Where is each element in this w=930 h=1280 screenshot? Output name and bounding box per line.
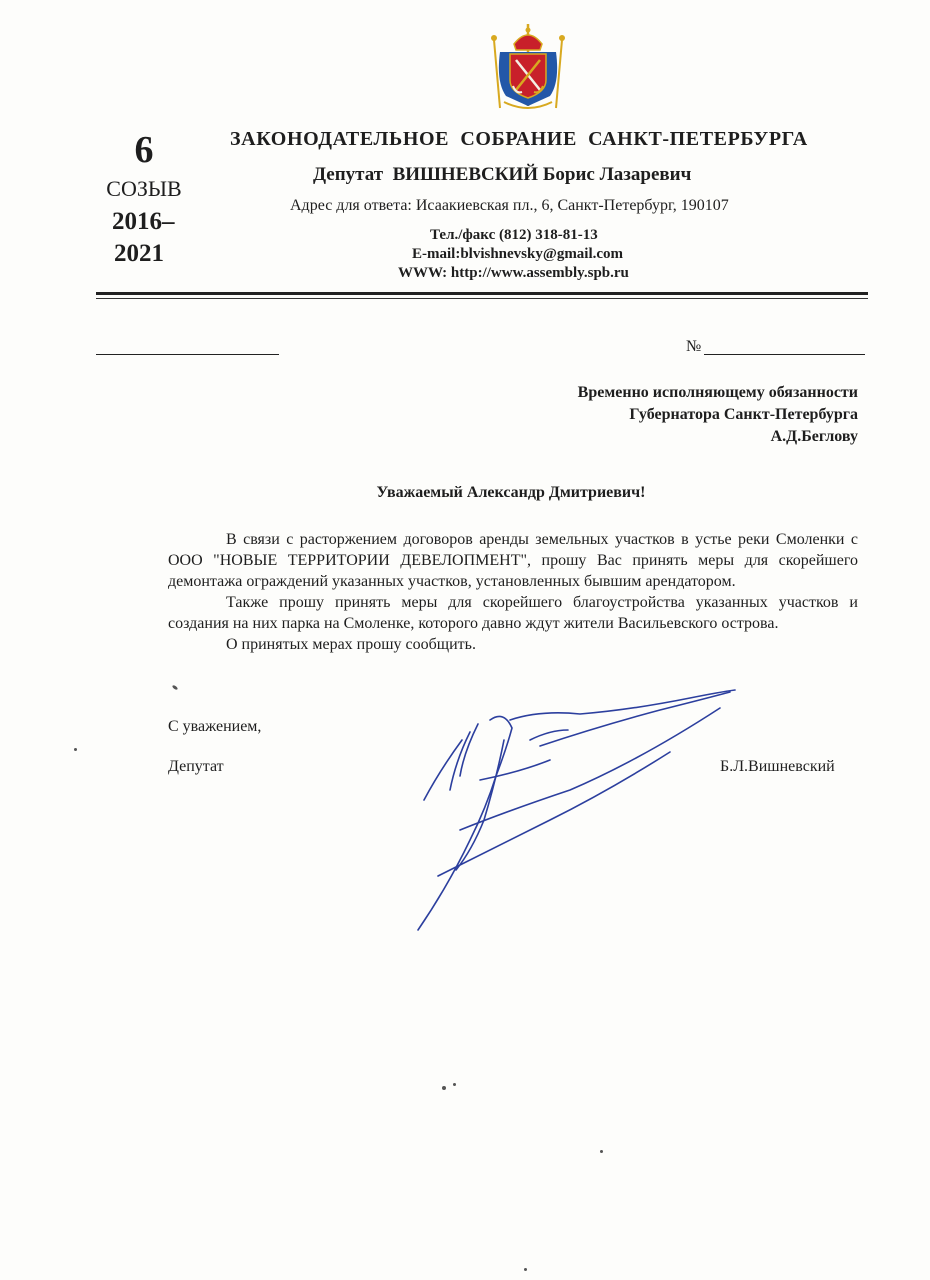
- phone-fax: Тел./факс (812) 318-81-13: [430, 227, 598, 243]
- date-blank-line: [96, 354, 279, 355]
- signer-position: Депутат: [168, 758, 224, 775]
- email-address: E-mail:blvishnevsky@gmail.com: [412, 246, 624, 262]
- body-paragraph: В связи с расторжением договоров аренды земельных участков в устье реки Смоленки с ООО "НОВЫЕ ТЕРРИТОРИИ ДЕВЕЛОПМЕНТ", прошу Вас принять меры для скорейшего демонтажа ограждений указанных участков, установленных бывшим арендатором.: [168, 531, 858, 590]
- reference-number-blank-line: [704, 354, 865, 355]
- paper-speck: [172, 685, 179, 691]
- convocation-years-end: 2021: [114, 240, 164, 267]
- closing-regards: С уважением,: [168, 718, 262, 735]
- paper-speck: [600, 1150, 603, 1153]
- reference-number-sign: №: [686, 338, 702, 355]
- spb-coat-of-arms-icon: [486, 22, 570, 112]
- addressee-line: Временно исполняющему обязанности: [577, 384, 858, 401]
- addressee-line: А.Д.Беглову: [770, 428, 858, 445]
- convocation-word: СОЗЫВ: [106, 176, 182, 201]
- handwritten-signature-icon: [400, 680, 760, 940]
- website-address: WWW: http://www.assembly.spb.ru: [398, 265, 629, 281]
- assembly-title: ЗАКОНОДАТЕЛЬНОЕ СОБРАНИЕ САНКТ-ПЕТЕРБУРГА: [230, 128, 808, 150]
- body-paragraph: Также прошу принять меры для скорейшего благоустройства указанных участков и создания на них парка на Смоленке, которого давно ждут жители Васильевского острова.: [168, 594, 858, 632]
- deputy-title: Депутат ВИШНЕВСКИЙ Борис Лазаревич: [313, 164, 692, 185]
- body-paragraph: О принятых мерах прошу сообщить.: [226, 636, 476, 653]
- reply-address: Адрес для ответа: Исаакиевская пл., 6, Санкт-Петербург, 190107: [290, 197, 729, 214]
- paper-speck: [524, 1268, 527, 1271]
- signer-name: Б.Л.Вишневский: [720, 758, 835, 775]
- header-rule-thick: [96, 292, 868, 295]
- addressee-block: [578, 382, 858, 448]
- paper-speck: [74, 748, 77, 751]
- letter-body: [168, 529, 858, 655]
- paper-speck: [453, 1083, 456, 1086]
- paper-speck: [442, 1086, 446, 1090]
- convocation-years-start: 2016–: [112, 208, 175, 235]
- salutation: Уважаемый Александр Дмитриевич!: [376, 484, 646, 501]
- addressee-line: Губернатора Санкт-Петербурга: [629, 406, 858, 423]
- convocation-number: 6: [134, 129, 154, 171]
- header-rule-thin: [96, 298, 868, 299]
